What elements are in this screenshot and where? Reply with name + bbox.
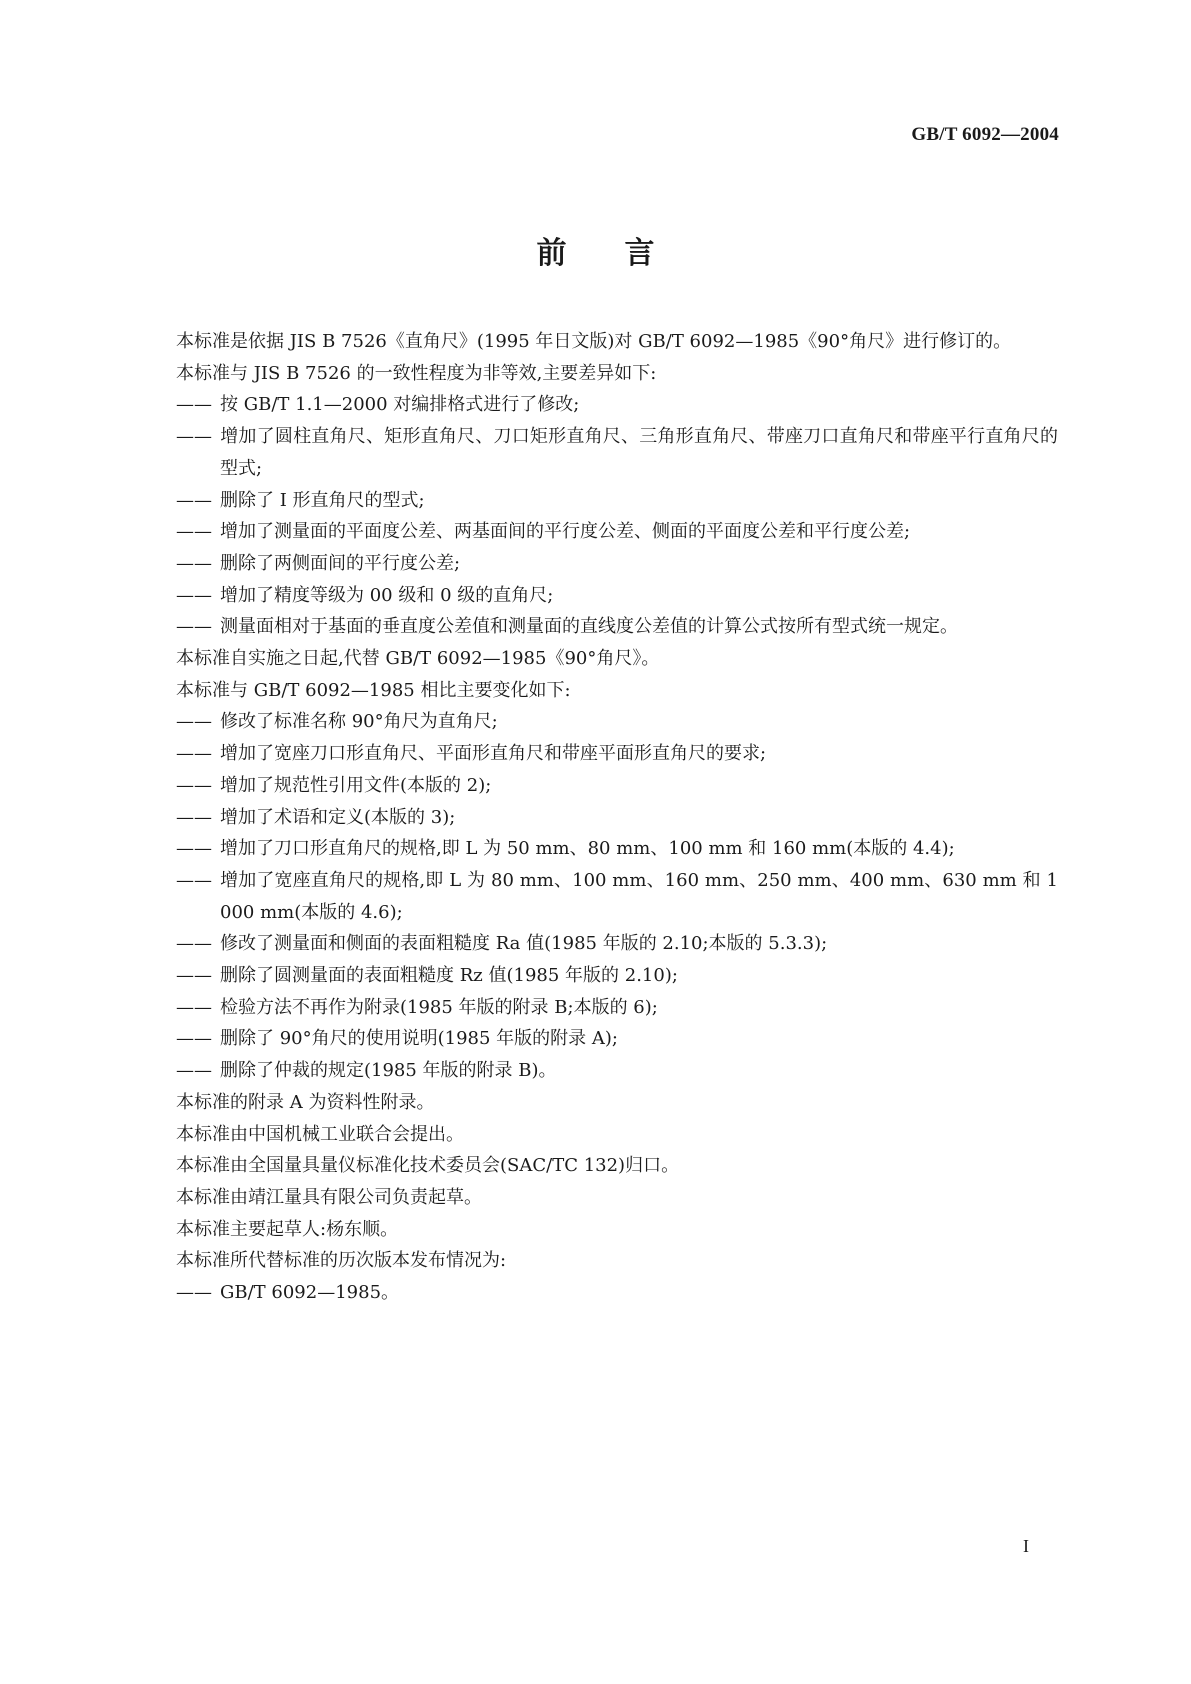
list-item <box>176 992 1058 1024</box>
line-text: 删除了 Ⅰ 形直角尺的型式; <box>220 489 425 511</box>
list-item <box>176 1023 1058 1055</box>
list-item <box>176 738 1058 770</box>
line-text: 按 GB/T 1.1—2000 对编排格式进行了修改; <box>220 394 580 416</box>
list-dash: —— <box>176 394 212 416</box>
paragraph <box>176 1150 1058 1182</box>
list-item <box>176 802 1058 834</box>
list-item <box>176 960 1058 992</box>
list-dash: —— <box>176 743 212 765</box>
line-text: 本标准由全国量具量仪标准化技术委员会(SAC/TC 132)归口。 <box>176 1155 680 1177</box>
list-item <box>176 865 1058 928</box>
list-item <box>176 706 1058 738</box>
list-dash: —— <box>176 1060 212 1082</box>
line-text: 本标准主要起草人:杨东顺。 <box>176 1218 399 1240</box>
line-text: 修改了测量面和侧面的表面粗糙度 Ra 值(1985 年版的 2.10;本版的 5.3.3); <box>220 933 828 955</box>
list-item <box>176 770 1058 802</box>
list-dash: —— <box>176 584 212 606</box>
paragraph <box>176 1087 1058 1119</box>
list-item <box>176 611 1058 643</box>
paragraph <box>176 1245 1058 1277</box>
list-dash: —— <box>176 616 212 638</box>
paragraph <box>176 358 1058 390</box>
list-dash: —— <box>176 838 212 860</box>
line-text: 本标准与 GB/T 6092—1985 相比主要变化如下: <box>176 679 571 701</box>
paragraph <box>176 1182 1058 1214</box>
list-dash: —— <box>176 996 212 1018</box>
line-text: 本标准是依据 JIS B 7526《直角尺》(1995 年日文版)对 GB/T 6092—1985《90°角尺》进行修订的。 <box>176 331 1012 352</box>
line-text: 本标准所代替标准的历次版本发布情况为: <box>176 1250 507 1272</box>
line-text: 测量面相对于基面的垂直度公差值和测量面的直线度公差值的计算公式按所有型式统一规定。 <box>220 616 958 638</box>
line-text: 增加了测量面的平面度公差、两基面间的平行度公差、侧面的平面度公差和平行度公差; <box>220 521 911 543</box>
line-text: 删除了 90°角尺的使用说明(1985 年版的附录 A); <box>220 1028 618 1050</box>
paragraph <box>176 675 1058 707</box>
list-item <box>176 1277 1058 1309</box>
paragraph <box>176 1119 1058 1151</box>
list-dash: —— <box>176 933 212 955</box>
list-dash: —— <box>176 711 212 733</box>
list-dash: —— <box>176 521 212 543</box>
document-body <box>176 326 1058 1309</box>
list-dash: —— <box>176 774 212 796</box>
line-text: 检验方法不再作为附录(1985 年版的附录 B;本版的 6); <box>220 996 658 1018</box>
paragraph <box>176 326 1058 358</box>
line-text: 增加了宽座直角尺的规格,即 L 为 80 mm、100 mm、160 mm、250 mm、400 mm、630 mm 和 1 000 mm(本版的 4.6); <box>220 869 1058 923</box>
line-text: 删除了两侧面间的平行度公差; <box>220 552 461 574</box>
line-text: 增加了刀口形直角尺的规格,即 L 为 50 mm、80 mm、100 mm 和 160 mm(本版的 4.4); <box>220 838 955 860</box>
paragraph <box>176 643 1058 675</box>
line-text: 修改了标准名称 90°角尺为直角尺; <box>220 711 498 733</box>
page-title: 前言 <box>536 236 713 271</box>
line-text: 删除了圆测量面的表面粗糙度 Rz 值(1985 年版的 2.10); <box>220 965 678 987</box>
standard-code: GB/T 6092—2004 <box>911 124 1059 145</box>
line-text: 本标准由靖江量具有限公司负责起草。 <box>176 1186 482 1208</box>
list-item <box>176 421 1058 484</box>
list-dash: —— <box>176 552 212 574</box>
line-text: 本标准与 JIS B 7526 的一致性程度为非等效,主要差异如下: <box>176 362 657 384</box>
line-text: 增加了圆柱直角尺、矩形直角尺、刀口矩形直角尺、三角形直角尺、带座刀口直角尺和带座平行直角尺的型式; <box>220 426 1058 479</box>
list-dash: —— <box>176 426 212 448</box>
list-item <box>176 485 1058 517</box>
list-dash: —— <box>176 489 212 511</box>
line-text: 删除了仲裁的规定(1985 年版的附录 B)。 <box>220 1060 557 1082</box>
line-text: 本标准由中国机械工业联合会提出。 <box>176 1123 464 1145</box>
list-item <box>176 580 1058 612</box>
line-text: 本标准自实施之日起,代替 GB/T 6092—1985《90°角尺》。 <box>176 648 660 670</box>
list-item <box>176 548 1058 580</box>
list-item <box>176 389 1058 421</box>
list-item <box>176 928 1058 960</box>
line-text: 增加了宽座刀口形直角尺、平面形直角尺和带座平面形直角尺的要求; <box>220 743 767 765</box>
list-item <box>176 833 1058 865</box>
list-dash: —— <box>176 806 212 828</box>
line-text: 增加了精度等级为 00 级和 0 级的直角尺; <box>220 584 554 606</box>
list-dash: —— <box>176 869 212 891</box>
list-dash: —— <box>176 1282 212 1304</box>
line-text: 增加了规范性引用文件(本版的 2); <box>220 774 492 796</box>
list-dash: —— <box>176 1028 212 1050</box>
list-dash: —— <box>176 965 212 987</box>
page-number: I <box>1023 1536 1029 1556</box>
line-text: 增加了术语和定义(本版的 3); <box>220 806 456 828</box>
line-text: 本标准的附录 A 为资料性附录。 <box>176 1091 435 1113</box>
line-text: GB/T 6092—1985。 <box>220 1282 400 1304</box>
list-item <box>176 1055 1058 1087</box>
list-item <box>176 516 1058 548</box>
paragraph <box>176 1214 1058 1246</box>
